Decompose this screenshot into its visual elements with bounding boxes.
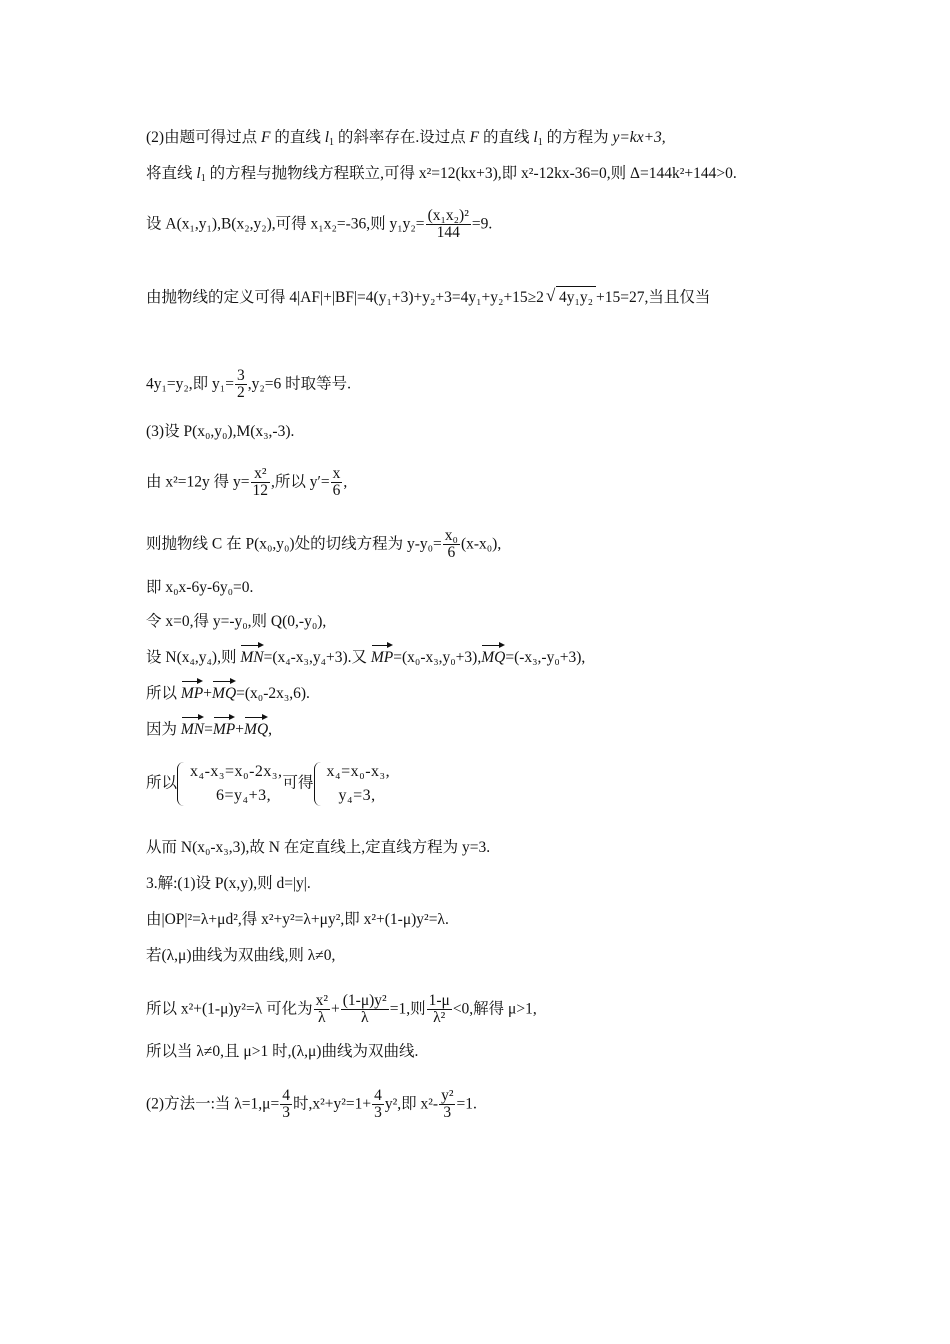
radical — [544, 286, 596, 308]
subscript: 1 — [200, 173, 206, 184]
text-segment: 所以 — [146, 685, 181, 702]
fraction — [280, 1088, 292, 1122]
fraction — [235, 368, 247, 402]
math-expression: 设 N(x₄,y₄),则 — [146, 649, 241, 666]
text-line — [146, 128, 666, 148]
equation-system — [177, 760, 283, 808]
equation-system — [314, 760, 391, 808]
fraction-numerator: x² — [315, 992, 328, 1009]
fraction-denominator: 3 — [443, 1104, 452, 1122]
text-line — [146, 648, 585, 668]
math-symbol: F — [469, 129, 480, 146]
math-expression: 4y₁=y₂,即 y₁= — [146, 375, 234, 393]
text-line — [146, 874, 311, 894]
text-line — [146, 466, 347, 500]
fraction — [372, 1088, 384, 1122]
math-expression: y²,即 x²- — [384, 1095, 439, 1113]
math-expression: =(x₄-x₃,y₄+3).又 — [263, 649, 371, 666]
math-expression: =(x₀-2x₃,6). — [236, 685, 310, 702]
fraction-numerator: 4 — [374, 1087, 382, 1104]
fraction-denominator: 3 — [282, 1104, 290, 1122]
operator: + — [331, 1000, 340, 1018]
math-expression: 所以当 λ≠0,且 μ>1 时,(λ,μ)曲线为双曲线. — [146, 1043, 419, 1060]
text-line — [146, 528, 501, 562]
text-segment: =9. — [471, 215, 493, 233]
fraction-numerator: x₀ — [444, 527, 458, 544]
text-line — [146, 993, 537, 1027]
text-line — [146, 208, 492, 242]
vector-mq: MQ — [244, 721, 269, 738]
text-segment: 由题可得过点 — [164, 129, 261, 146]
math-expression: =1,则 — [389, 1000, 426, 1018]
fraction-denominator: λ² — [433, 1009, 446, 1027]
left-brace — [314, 762, 323, 806]
subscript: 1 — [537, 137, 543, 148]
fraction — [314, 993, 330, 1027]
math-expression: 3.解:(1)设 P(x,y),则 d=|y|. — [146, 875, 311, 892]
fraction-denominator: 144 — [436, 224, 460, 242]
text-segment: 的方程与抛物线方程联立,可得 — [205, 165, 419, 182]
text-segment: 可得 — [282, 774, 314, 792]
text-line — [146, 760, 390, 808]
system-row: x₄=x₀-x₃, — [326, 763, 391, 780]
fraction-numerator: 3 — [236, 367, 245, 384]
vector-mp: MP — [180, 685, 204, 702]
text-segment: +15=27,当且仅当 — [596, 289, 711, 306]
text-segment: (2) — [146, 129, 165, 146]
math-expression: 由|OP|²=λ+μd²,得 x²+y²=λ+μy²,即 x²+(1-μ)y²=λ. — [146, 911, 449, 928]
fraction — [427, 993, 452, 1027]
fraction-numerator: 4 — [282, 1087, 290, 1104]
text-segment: 将直线 — [146, 165, 197, 182]
math-expression: (2)方法一:当 λ=1,μ= — [146, 1095, 280, 1113]
math-symbol: F — [260, 129, 271, 146]
radical-sign: √ — [545, 286, 556, 305]
fraction-numerator: (1-μ)y² — [342, 992, 387, 1009]
text-line — [146, 286, 710, 308]
system-row: y₄=3, — [338, 787, 376, 804]
system-row: 6=y₄+3, — [216, 787, 272, 804]
fraction-numerator: x² — [251, 466, 271, 483]
math-expression: =(x₀-x₃,y₀+3), — [393, 649, 482, 666]
text-line — [146, 164, 737, 184]
fraction-numerator: x — [332, 465, 341, 482]
text-line — [146, 368, 351, 402]
text-line — [146, 422, 294, 442]
math-expression: 所以 x²+(1-μ)y²=λ 可化为 — [146, 1000, 313, 1018]
fraction-denominator: 12 — [252, 482, 269, 500]
vector-mp: MP — [370, 649, 394, 666]
text-segment: 因为 — [146, 721, 181, 738]
text-segment: ,y₂=6 时取等号. — [247, 375, 351, 393]
fraction — [331, 466, 343, 500]
text-line — [146, 1088, 477, 1122]
text-segment: , — [343, 473, 348, 491]
text-line — [146, 612, 326, 632]
system-row: x₄-x₃=x₀-2x₃, — [190, 763, 283, 780]
math-expression: ,所以 y′= — [271, 473, 330, 491]
vector-mq: MQ — [481, 649, 506, 666]
math-expression: =(-x₃,-y₀+3), — [505, 649, 586, 666]
text-segment: , — [268, 721, 273, 738]
text-segment: 所以 — [146, 774, 178, 792]
fraction — [443, 528, 460, 562]
fraction — [251, 466, 271, 500]
operator: + — [235, 721, 245, 738]
fraction-denominator: 3 — [374, 1104, 382, 1122]
text-segment: 的斜率存在.设过点 — [334, 129, 470, 146]
math-expression: 时,x²+y²=1+ — [292, 1095, 372, 1113]
radical-body: 4y₁y₂ — [556, 286, 596, 308]
text-line — [146, 910, 449, 930]
math-expression: y=kx+3, — [612, 129, 666, 146]
math-symbol: l — [324, 129, 330, 146]
fraction-denominator: 6 — [447, 544, 456, 562]
fraction — [426, 208, 471, 242]
text-segment: 的直线 — [479, 129, 534, 146]
text-line — [146, 720, 272, 740]
math-expression: =1. — [456, 1095, 477, 1113]
fraction-numerator: (x₁x₂)² — [427, 207, 469, 224]
math-expression: 若(λ,μ)曲线为双曲线,则 λ≠0, — [146, 947, 336, 964]
text-segment: 的直线 — [270, 129, 325, 146]
math-expression: 即 x₀x-6y-6y₀=0. — [146, 579, 254, 596]
fraction-numerator: 1-μ — [428, 992, 450, 1009]
math-expression: 从而 N(x₀-x₃,3),故 N 在定直线上,定直线方程为 y=3. — [146, 839, 491, 856]
fraction-numerator: y² — [441, 1087, 454, 1104]
math-expression: (x-x₀), — [460, 535, 502, 553]
vector-mp: MP — [212, 721, 236, 738]
math-symbol: l — [533, 129, 538, 146]
fraction-denominator: λ — [318, 1009, 326, 1027]
math-symbol: l — [196, 165, 201, 182]
fraction-denominator: 2 — [236, 384, 245, 402]
math-expression: 由抛物线的定义可得 4|AF|+|BF|=4(y₁+3)+y₂+3=4y₁+y₂+15≥2 — [146, 289, 544, 306]
vector-mn: MN — [180, 721, 205, 738]
vector-mn: MN — [240, 649, 264, 666]
fraction-denominator: 6 — [332, 482, 341, 500]
math-expression: x²=12(kx+3),即 x²-12kx-36=0,则 Δ=144k²+144>0. — [418, 165, 737, 182]
fraction — [439, 1088, 455, 1122]
math-expression: 设 A(x₁,y₁),B(x₂,y₂),可得 x₁x₂=-36,则 y₁y₂= — [146, 215, 425, 233]
subscript: 1 — [329, 137, 335, 148]
text-line — [146, 838, 490, 858]
math-expression: 则抛物线 C 在 P(x₀,y₀)处的切线方程为 y-y₀= — [146, 535, 442, 553]
left-brace — [177, 762, 186, 806]
vector-mq: MQ — [212, 685, 237, 702]
operator: = — [204, 721, 213, 738]
math-expression: 令 x=0,得 y=-y₀,则 Q(0,-y₀), — [146, 613, 327, 630]
operator: + — [203, 685, 213, 702]
fraction — [341, 993, 389, 1027]
text-line — [146, 684, 310, 704]
text-segment: 的方程为 — [542, 129, 613, 146]
text-line — [146, 578, 253, 598]
math-expression: <0,解得 μ>1, — [452, 1000, 537, 1018]
math-expression: 由 x²=12y 得 y= — [146, 473, 250, 491]
text-line — [146, 1042, 418, 1062]
math-expression: (3)设 P(x₀,y₀),M(x₃,-3). — [146, 423, 295, 440]
text-line — [146, 946, 335, 966]
fraction-denominator: λ — [360, 1009, 369, 1027]
